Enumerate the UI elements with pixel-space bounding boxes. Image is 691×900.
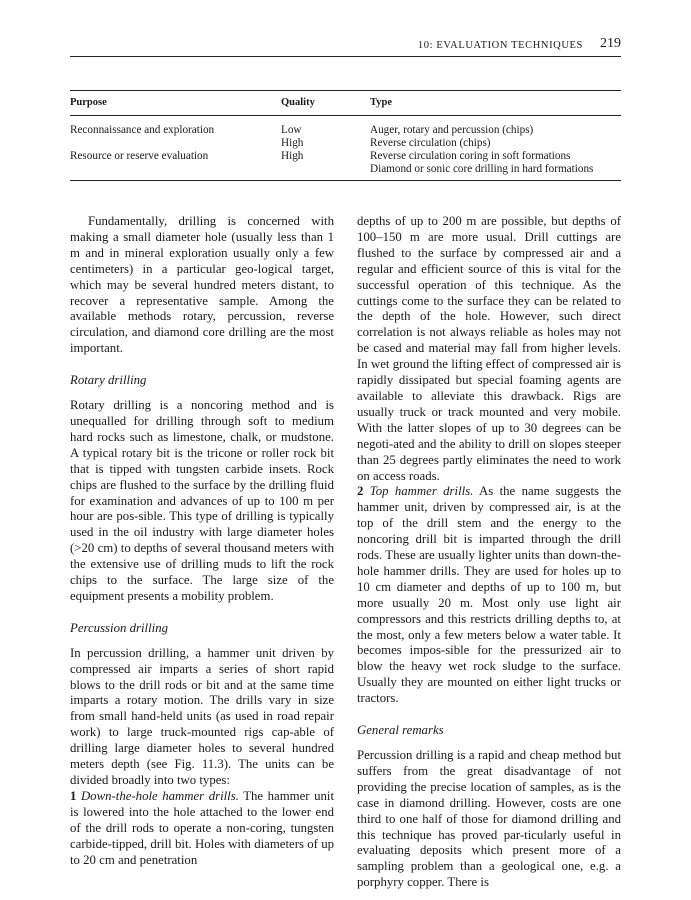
percussion-drilling-heading: Percussion drilling (70, 620, 168, 635)
percussion-drilling-paragraph: In percussion drilling, a hammer unit driven by compressed air imparts a series of short rapid blows to the drill rods or bit and at the same time imparts a rotary motion. The drills vary in size from small hand-held units (as used in road repair work) to large truck-mounted rigs cap-able of drilling large diameter holes to several hundred meters depth (see Fig. 11.3). The units can be divided broadly into two types: (70, 645, 334, 787)
intro-paragraph: Fundamentally, drilling is concerned with making a small diameter hole (usually less than 1 m and in mineral exploration usually only a few centimeters) in a particular geo-logical target, which may be several hundred meters distant, to recover a representative sample. Among the available methods rotary, percussion, reverse circulation, and diamond core drilling are the most important. (70, 214, 334, 356)
list-item-number: 2 (357, 484, 364, 499)
column-header-type: Type (370, 97, 392, 108)
table-cell-quality: High (281, 137, 304, 149)
running-head (70, 36, 621, 57)
general-remarks-paragraph: Percussion drilling is a rapid and cheap method but suffers from the great disadvantage of not providing the precise location of samples, as is the case in diamond drilling. However, costs are one third to one half of those for diamond drilling and this technique has proved par-ticularly useful in evaluating deposits which present more of a sampling problem than a geological one, e.g. a porphyry copper. There is (357, 748, 621, 890)
list-item-text: As the name suggests the hammer unit, driven by compressed air, is at the top of the drill stem and the energy to the noncoring drill bit is imparted through the drill rods. These are usually lighter units than down-the-hole hammer drills. They are used for holes up to 10 cm diameter and depths of up to 100 m, but more usually 20 m. Most only use light air compressors and this restricts drilling depths to, at the most, only a few meters below a water table. It becomes impos-sible for the pressurized air to blow the heavy wet rock sludge to the surface. Usually they are mounted on either light trucks or tractors. (357, 484, 622, 706)
table-header-row (70, 91, 621, 116)
table-cell-purpose: Reconnaissance and exploration (70, 124, 215, 136)
right-column (357, 214, 621, 891)
rotary-drilling-paragraph: Rotary drilling is a noncoring method and is unequalled for drilling through soft to medium hard rocks such as limestone, chalk, or mudstone. A typical rotary bit is the tricone or roller rock bit that is tipped with tungsten carbide insets. Rock chips are flushed to the surface by the drilling fluid for examination and advances of up to 100 m per hour are pos-sible. This type of drilling is typically used in the oil industry with large diameter holes (>20 cm) to depths of several thousand meters with the extensive use of drilling muds to lift the rock chips to the surface. The large size of the equipment presents a mobility problem. (70, 398, 334, 603)
column-header-purpose: Purpose (70, 97, 107, 108)
table-cell-type: Diamond or sonic core drilling in hard formations (370, 163, 594, 175)
table-cell-type: Reverse circulation (chips) (370, 137, 491, 149)
table-cell-purpose: Resource or reserve evaluation (70, 150, 209, 162)
general-remarks-heading: General remarks (357, 723, 444, 738)
chapter-title: 10: EVALUATION TECHNIQUES (417, 40, 583, 51)
continued-paragraph: depths of up to 200 m are possible, but depths of 100–150 m are more usual. Drill cuttings are flushed to the surface by compressed air and a regular and efficient source of this is vital for the successful operation of this technique. As the cuttings come to the surface they can be related to the depth of the hole. However, such direct correlation is not always reliable as holes may not be cased and material may fall from higher levels. In wet ground the lifting effect of compressed air is rapidly dissipated but special foaming agents are available to alleviate this drawback. Rigs are usually truck or track mounted and very mobile. With the latter slopes of up to 30 degrees can be negoti-ated and the ability to drill on slopes steeper than 25 degrees partly eliminates the need to work on access roads. (357, 214, 621, 483)
list-item-title: Top hammer drills. (369, 484, 474, 499)
list-item-number: 1 (70, 788, 77, 803)
list-item-down-the-hole (70, 789, 334, 869)
page-number: 219 (600, 36, 621, 51)
column-header-quality: Quality (281, 97, 315, 108)
table-body (70, 116, 621, 181)
table-cell-quality: High (281, 150, 304, 162)
list-item-top-hammer (357, 484, 621, 707)
drilling-purpose-table (70, 90, 621, 181)
table-cell-type: Auger, rotary and percussion (chips) (370, 124, 534, 136)
left-column (70, 214, 334, 868)
list-item-text: The hammer unit is lowered into the hole attached to the lower end of the drill rods to operate a non-coring, tungsten carbide-tipped, drill bit. Holes with diameters of up to 20 cm and penetration (70, 788, 334, 867)
list-item-title: Down-the-hole hammer drills. (80, 788, 239, 803)
table-cell-type: Reverse circulation coring in soft formations (370, 150, 571, 162)
rotary-drilling-heading: Rotary drilling (70, 373, 147, 388)
table-cell-quality: Low (281, 124, 302, 136)
